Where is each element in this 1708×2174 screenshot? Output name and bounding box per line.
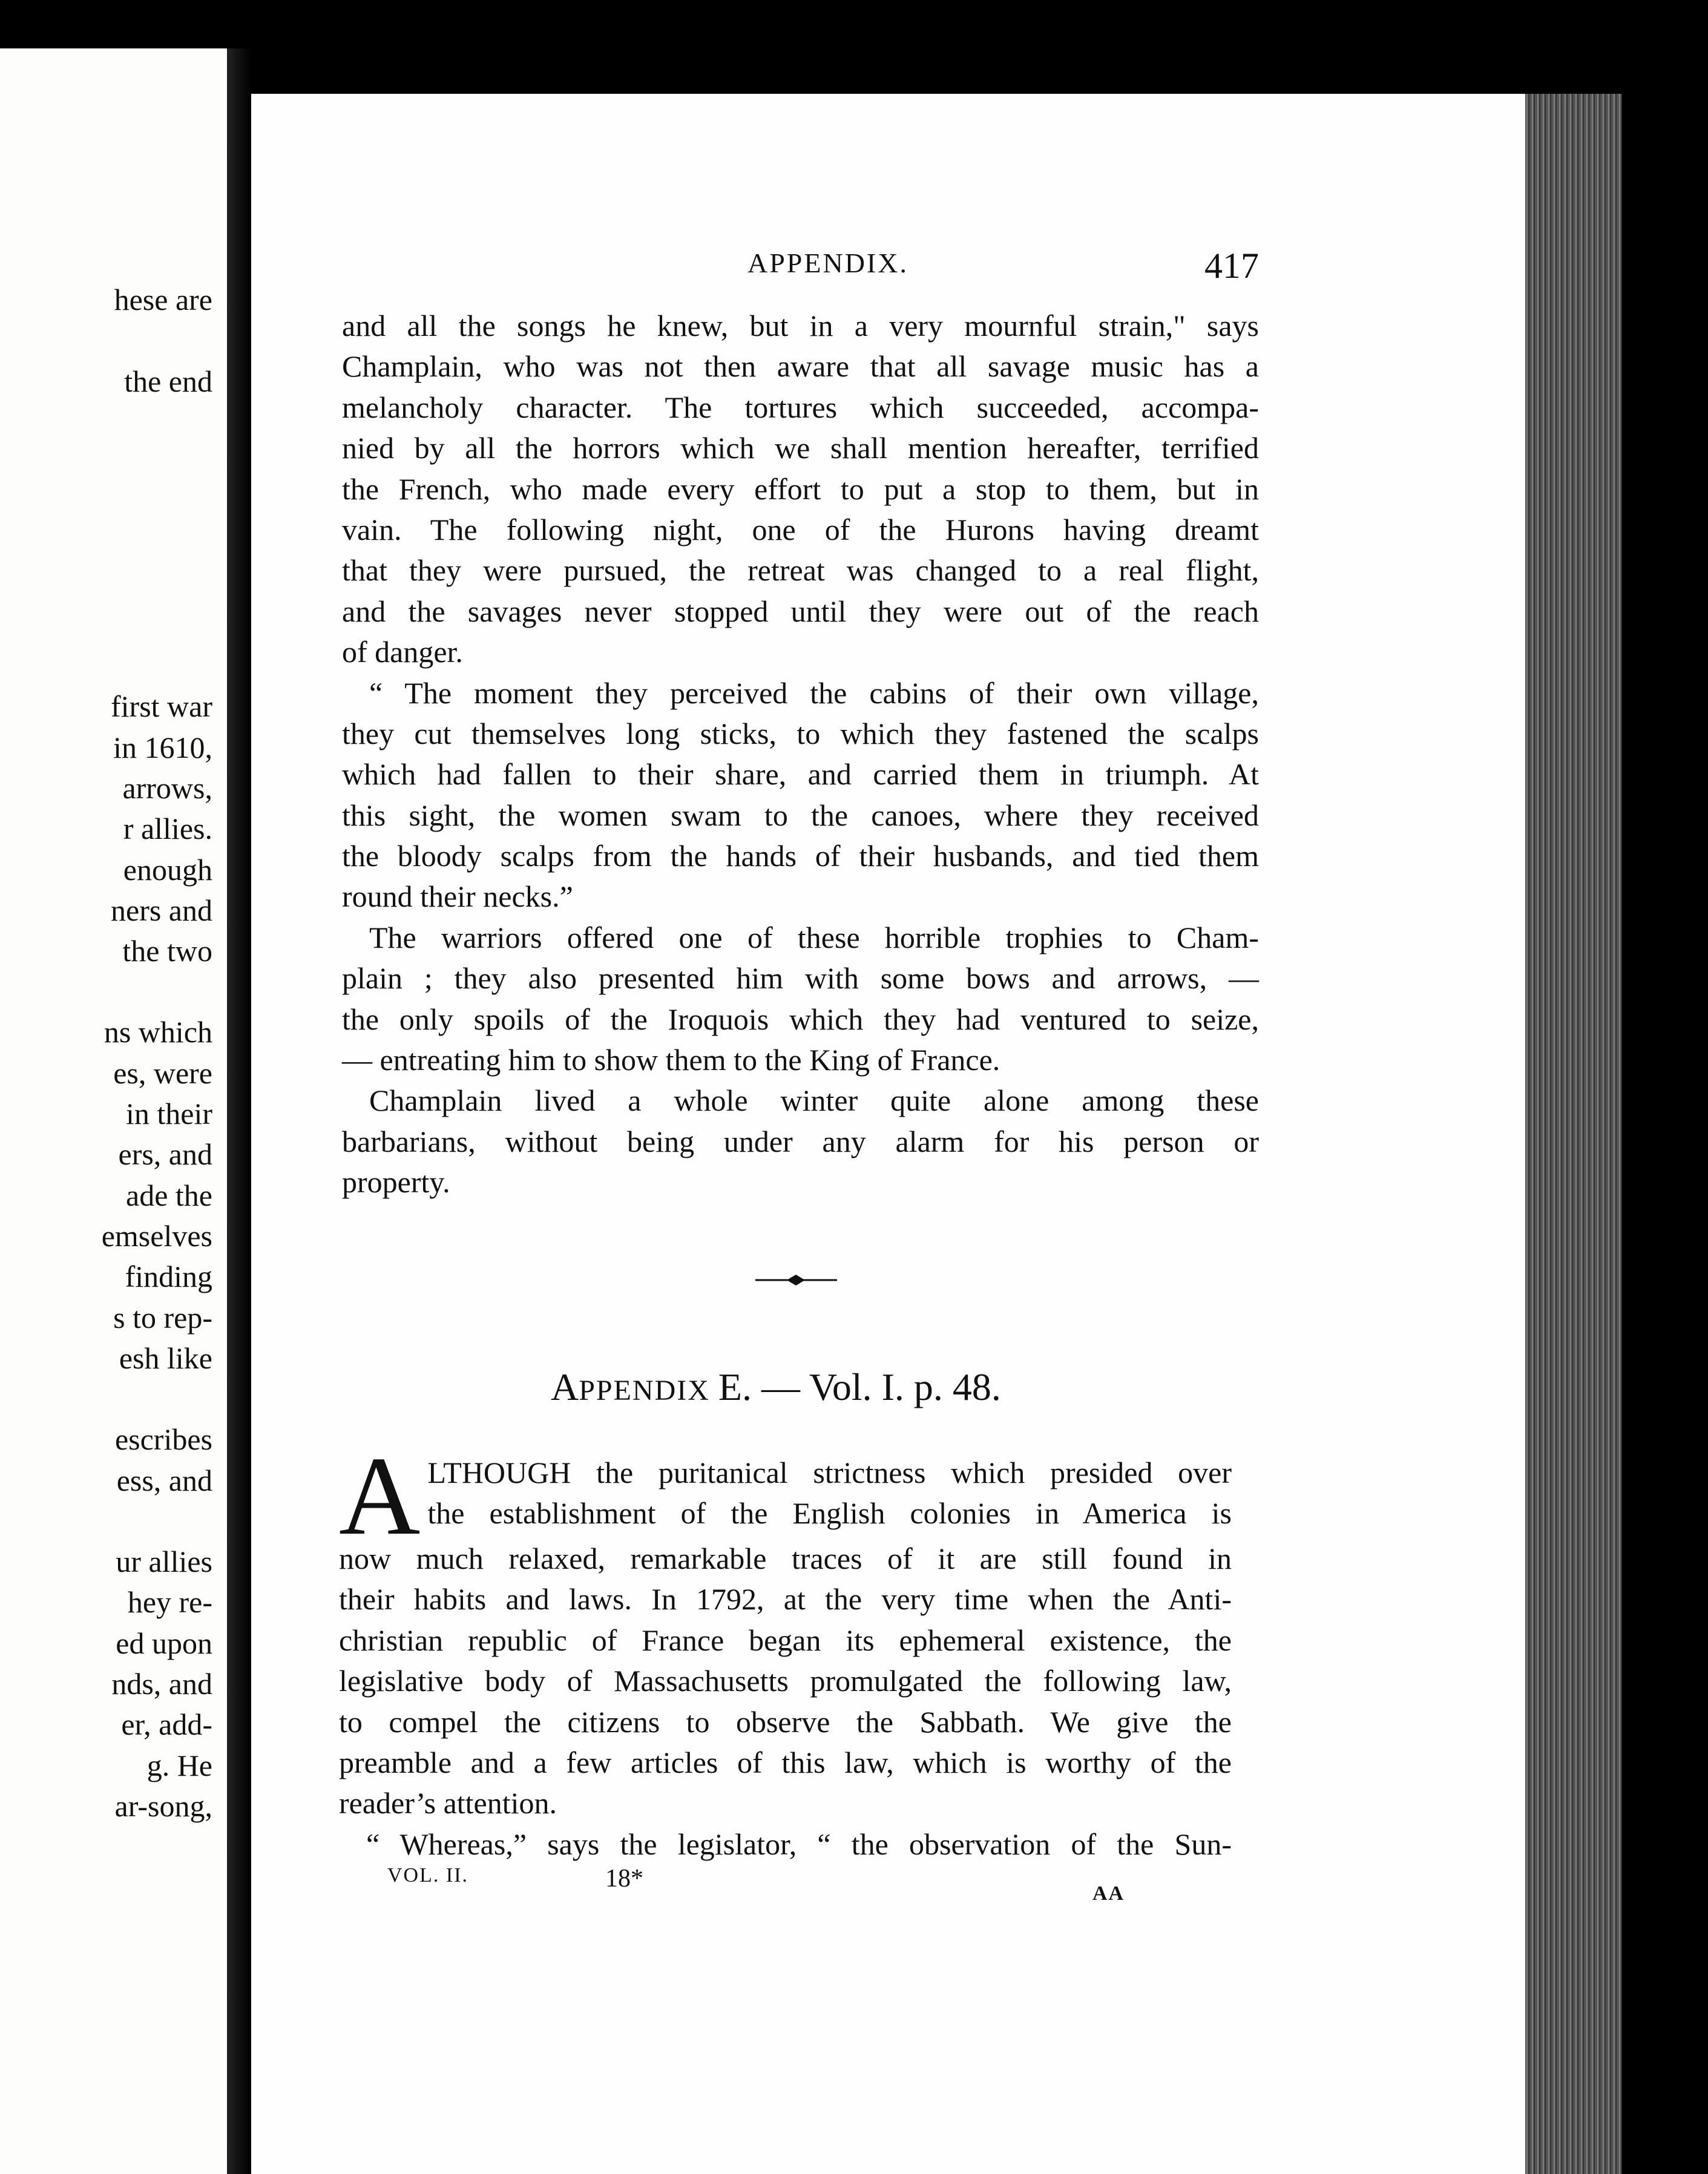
text-line: the only spoils of the Iroquois which they had ventured to seize, (342, 1002, 1259, 1036)
text-line: and all the songs he knew, but in a very mournful strain," says (342, 309, 1259, 343)
text-line: preamble and a few articles of this law, which is worthy of the (339, 1745, 1232, 1779)
paragraph-5 (339, 1434, 1232, 1824)
text-line: which had fallen to their share, and carried them in triumph. At (342, 757, 1259, 792)
text-line: christian republic of France began its ephemeral existence, the (339, 1623, 1232, 1657)
left-page-fragment: er, add- (121, 1707, 212, 1741)
running-head: APPENDIX. (747, 248, 908, 278)
appendix-e-text (339, 1434, 1232, 1865)
text-line: and the savages never stopped until they were out of the reach (342, 594, 1259, 628)
text-line: the French, who made every effort to put a stop to them, but in (342, 471, 1259, 506)
text-line: that they were pursued, the retreat was changed to a real flight, (342, 553, 1259, 588)
left-page-fragment: the end (124, 364, 212, 398)
text-line: of danger. (342, 635, 463, 669)
page-number: 417 (1204, 246, 1259, 286)
text-line: plain ; they also presented him with some bows and arrows, — (342, 961, 1259, 996)
paragraph-2 (342, 673, 1259, 918)
left-page-fragment: esh like (119, 1341, 212, 1375)
left-page-fragment: ade the (126, 1178, 212, 1212)
footer-signature: 18* (605, 1865, 643, 1893)
appendix-heading-rest: E. — Vol. I. p. 48. (718, 1365, 1001, 1408)
left-page-fragment: first war (111, 689, 212, 723)
left-page-fragment: hey re- (127, 1585, 212, 1619)
left-page (0, 48, 227, 2174)
left-page-fragment: escribes (114, 1422, 212, 1456)
left-page-fragment: ers, and (118, 1137, 212, 1171)
left-page-fragment: ur allies (116, 1545, 212, 1578)
drop-cap: A (339, 1434, 421, 1558)
left-page-fragment: enough (123, 853, 212, 887)
text-line: melancholy character. The tortures which succeeded, accompa- (342, 390, 1259, 424)
left-page-fragment: hese are (114, 283, 212, 317)
paragraph-3 (342, 918, 1259, 1081)
section-ornament (755, 1271, 837, 1289)
text-line: they cut themselves long sticks, to which they fastened the scalps (342, 716, 1259, 750)
footer-gathering: AA (1092, 1882, 1125, 1905)
text-line: “ Whereas,” says the legislator, “ the observation of the Sun- (366, 1827, 1232, 1861)
paragraph-6 (339, 1824, 1232, 1865)
text-line: this sight, the women swam to the canoes, where they received (342, 798, 1259, 832)
paragraph-1 (342, 306, 1259, 673)
left-page-fragment: ns which (103, 1015, 212, 1049)
text-line: now much relaxed, remarkable traces of it are still found in (339, 1542, 1232, 1575)
heading-initial: A (551, 1365, 579, 1408)
text-line: nied by all the horrors which we shall mention hereafter, terrified (342, 431, 1259, 465)
page-edges (1525, 94, 1622, 2174)
left-page-fragment: ed upon (116, 1626, 212, 1660)
main-text (342, 306, 1259, 1203)
text-line: Champlain lived a whole winter quite alone among these (369, 1083, 1259, 1118)
left-page-fragment: ess, and (116, 1463, 212, 1497)
text-line: The warriors offered one of these horrible trophies to Cham- (369, 920, 1259, 954)
text-line: barbarians, without being under any alarm for his person or (342, 1124, 1259, 1158)
left-page-fragment: finding (125, 1259, 212, 1293)
left-page-fragment: s to rep- (113, 1301, 212, 1335)
left-page-fragment: the two (122, 934, 212, 968)
left-page-fragment: ar-song, (114, 1789, 212, 1823)
left-page-fragment: es, were (113, 1056, 212, 1090)
appendix-heading-word (551, 1365, 718, 1408)
text-line: reader’s attention. (339, 1786, 557, 1821)
left-page-fragment: r allies. (123, 812, 212, 846)
text-line: the establishment of the English colonies in America is (427, 1496, 1232, 1531)
text-line: their habits and laws. In 1792, at the very time when the Anti- (339, 1582, 1232, 1617)
left-page-fragment: in 1610, (113, 731, 212, 764)
text-line: legislative body of Massachusetts promulgated the following law, (339, 1664, 1232, 1698)
left-page-fragment: emselves (101, 1219, 212, 1253)
text-line: round their necks.” (342, 879, 573, 914)
text-line: Champlain, who was not then aware that all savage music has a (342, 349, 1259, 384)
text-line: LTHOUGH the puritanical strictness which presided over (427, 1456, 1232, 1489)
text-line: “ The moment they perceived the cabins of their own village, (369, 675, 1259, 710)
left-page-fragment: nds, and (111, 1667, 212, 1701)
left-page-fragment: g. He (146, 1749, 212, 1782)
book-gutter (227, 48, 251, 2174)
text-line: to compel the citizens to observe the Sabbath. We give the (339, 1704, 1232, 1739)
text-line: the bloody scalps from the hands of their husbands, and tied them (342, 839, 1259, 873)
text-line: vain. The following night, one of the Hurons having dreamt (342, 512, 1259, 547)
left-page-fragment: arrows, (122, 771, 212, 805)
background-edge (1622, 94, 1708, 2174)
heading-smallcaps: PPENDIX (579, 1374, 718, 1407)
left-page-fragment: ners and (111, 893, 212, 927)
paragraph-4 (342, 1080, 1259, 1203)
left-page-fragment: in their (125, 1097, 212, 1131)
text-line: property. (342, 1165, 450, 1200)
text-line: — entreating him to show them to the King of France. (342, 1043, 1000, 1077)
footer-volume: VOL. II. (387, 1864, 469, 1887)
appendix-heading (551, 1365, 1035, 1410)
